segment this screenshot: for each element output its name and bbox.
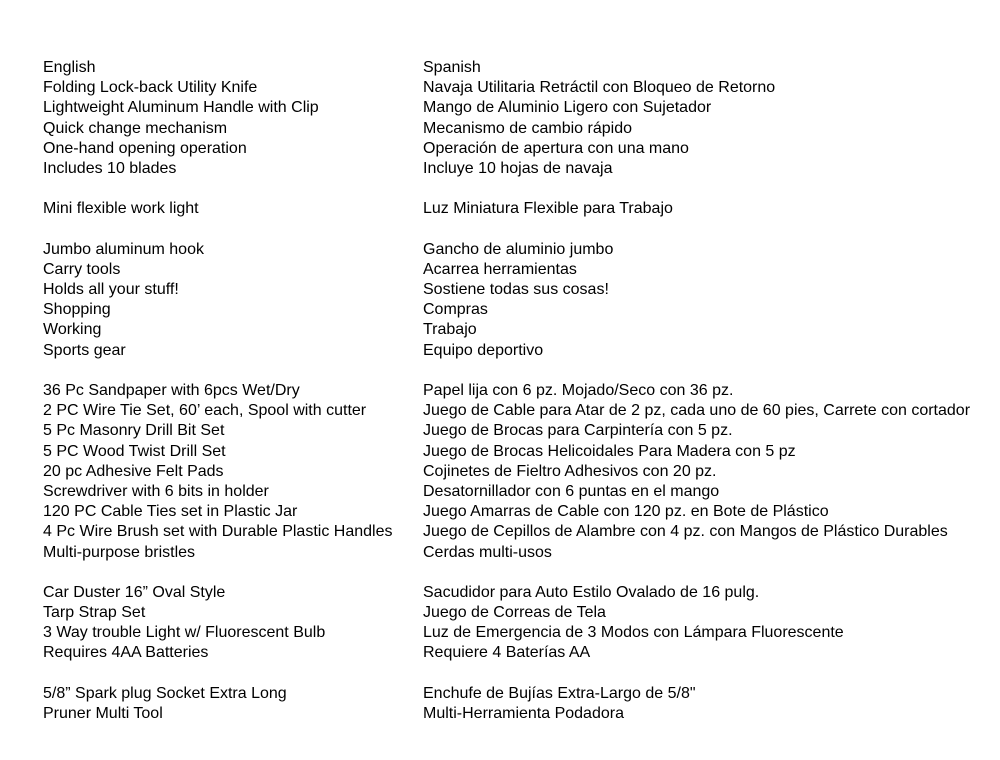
spanish-text: Enchufe de Bujías Extra-Largo de 5/8" [423, 684, 696, 702]
spanish-text: Requiere 4 Baterías AA [423, 644, 591, 662]
translation-groups [43, 78, 993, 724]
spanish-text: Juego de Brocas para Carpintería con 5 pz. [423, 422, 733, 440]
spanish-text: Papel lija con 6 pz. Mojado/Seco con 36 pz. [423, 382, 734, 399]
english-text: Lightweight Aluminum Handle with Clip [43, 99, 319, 117]
english-text: 3 Way trouble Light w/ Fluorescent Bulb [43, 624, 326, 642]
spanish-text: Navaja Utilitaria Retráctil con Bloqueo de Retorno [423, 79, 776, 97]
spanish-text: Juego de Correas de Tela [423, 604, 606, 622]
spanish-text: Cojinetes de Fieltro Adhesivos con 20 pz. [423, 462, 717, 480]
translation-row [43, 280, 993, 300]
header-row [43, 58, 993, 78]
translation-row [43, 240, 993, 260]
translation-row [43, 98, 993, 118]
english-text: 120 PC Cable Ties set in Plastic Jar [43, 503, 298, 521]
english-text: 36 Pc Sandpaper with 6pcs Wet/Dry [43, 382, 300, 399]
translation-row [43, 159, 993, 179]
english-text: Quick change mechanism [43, 119, 228, 137]
spanish-text: Cerdas multi-usos [423, 543, 552, 561]
english-text: Car Duster 16” Oval Style [43, 583, 226, 601]
translation-row [43, 139, 993, 159]
spanish-text: Juego Amarras de Cable con 120 pz. en Bote de Plástico [423, 503, 829, 521]
translation-row [43, 119, 993, 139]
spanish-text: Luz de Emergencia de 3 Modos con Lámpara Fluorescente [423, 624, 844, 642]
translation-sheet [43, 58, 993, 724]
translation-row [43, 623, 993, 643]
translation-row [43, 78, 993, 98]
spanish-text: Desatornillador con 6 puntas en el mango [423, 482, 720, 500]
english-text: Sports gear [43, 341, 126, 359]
translation-row [43, 421, 993, 441]
english-text: Jumbo aluminum hook [43, 240, 204, 258]
translation-row [43, 300, 993, 320]
english-column-header: English [43, 59, 96, 76]
translation-row [43, 442, 993, 462]
translation-row [43, 543, 993, 563]
translation-row [43, 482, 993, 502]
translation-row [43, 199, 993, 219]
english-text: Screwdriver with 6 bits in holder [43, 482, 269, 500]
english-text: 5 PC Wood Twist Drill Set [43, 442, 226, 460]
english-text: Mini flexible work light [43, 200, 199, 218]
spanish-text: Incluye 10 hojas de navaja [423, 159, 613, 177]
english-text: Requires 4AA Batteries [43, 644, 209, 662]
english-text: One-hand opening operation [43, 139, 247, 157]
translation-row [43, 522, 993, 542]
translation-row [43, 704, 993, 724]
translation-row [43, 603, 993, 623]
translation-row [43, 502, 993, 522]
translation-row [43, 260, 993, 280]
english-text: Holds all your stuff! [43, 281, 179, 299]
spanish-text: Juego de Brocas Helicoidales Para Madera con 5 pz [423, 442, 796, 460]
english-text: 20 pc Adhesive Felt Pads [43, 462, 224, 480]
english-text: Pruner Multi Tool [43, 705, 163, 722]
english-text: Tarp Strap Set [43, 604, 146, 622]
translation-row [43, 381, 993, 401]
spanish-text: Gancho de aluminio jumbo [423, 240, 614, 258]
spanish-text: Mecanismo de cambio rápido [423, 119, 632, 137]
translation-row [43, 341, 993, 361]
english-text: Working [43, 321, 102, 339]
translation-row [43, 462, 993, 482]
spanish-text: Operación de apertura con una mano [423, 139, 689, 157]
translation-row [43, 320, 993, 340]
english-text: Shopping [43, 301, 111, 319]
spanish-text: Equipo deportivo [423, 341, 544, 359]
spanish-text: Multi-Herramienta Podadora [423, 705, 624, 722]
spanish-text: Acarrea herramientas [423, 260, 577, 278]
spanish-text: Mango de Aluminio Ligero con Sujetador [423, 99, 712, 117]
spanish-text: Juego de Cable para Atar de 2 pz, cada uno de 60 pies, Carrete con cortador [423, 402, 971, 420]
spanish-column-header: Spanish [423, 59, 481, 76]
spanish-text: Sacudidor para Auto Estilo Ovalado de 16 pulg. [423, 583, 760, 601]
english-text: 2 PC Wire Tie Set, 60’ each, Spool with cutter [43, 402, 367, 420]
translation-row [43, 583, 993, 603]
translation-row [43, 684, 993, 704]
spanish-text: Trabajo [423, 321, 477, 339]
english-text: Folding Lock-back Utility Knife [43, 79, 258, 97]
spanish-text: Luz Miniatura Flexible para Trabajo [423, 200, 673, 218]
english-text: 5/8” Spark plug Socket Extra Long [43, 684, 287, 702]
spanish-text: Juego de Cepillos de Alambre con 4 pz. con Mangos de Plástico Durables [423, 523, 948, 541]
spanish-text: Sostiene todas sus cosas! [423, 281, 609, 299]
english-text: Multi-purpose bristles [43, 543, 196, 561]
english-text: Includes 10 blades [43, 159, 177, 177]
translation-row [43, 401, 993, 421]
english-text: 4 Pc Wire Brush set with Durable Plastic Handles [43, 523, 393, 541]
spanish-text: Compras [423, 301, 488, 319]
english-text: 5 Pc Masonry Drill Bit Set [43, 422, 225, 440]
translation-row [43, 643, 993, 663]
english-text: Carry tools [43, 260, 121, 278]
